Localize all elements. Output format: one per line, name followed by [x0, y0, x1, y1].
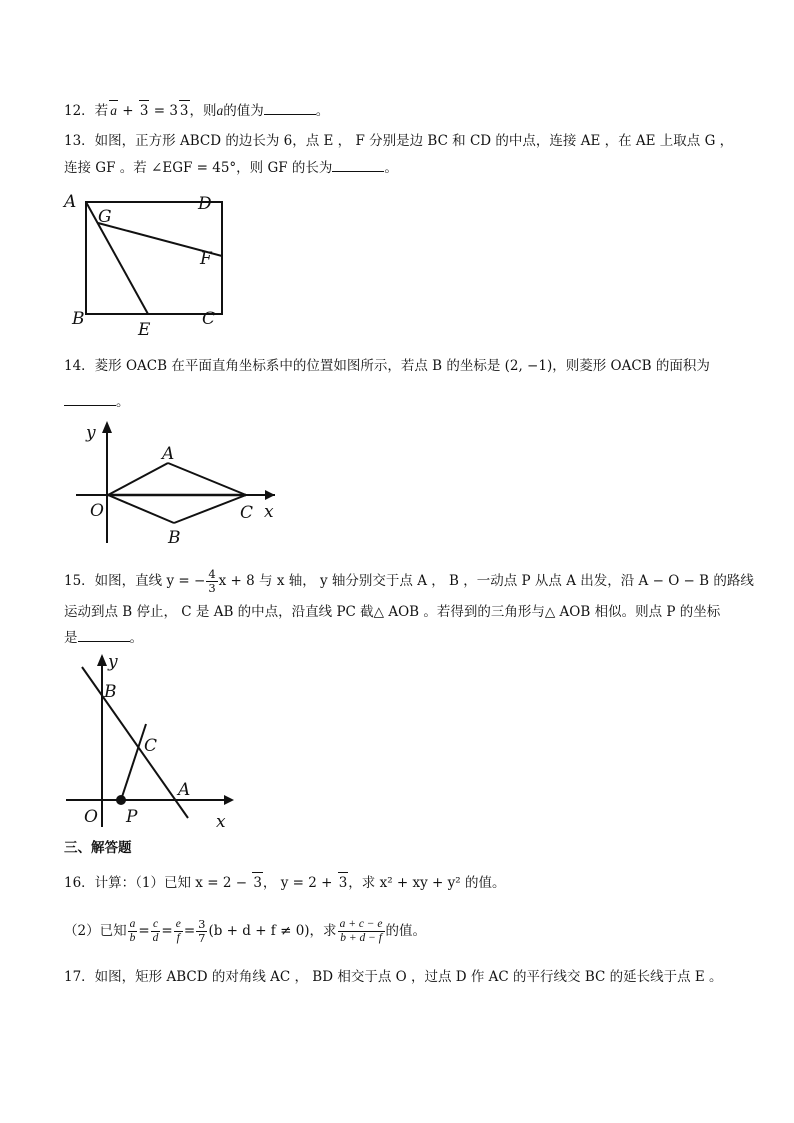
label-O: O: [84, 807, 98, 827]
label-B: B: [104, 682, 117, 702]
label-B: B: [168, 528, 181, 548]
label-C: C: [240, 503, 254, 523]
question-15-line3: 是 。: [64, 627, 143, 648]
question-14-line2: 。: [64, 391, 130, 412]
label-y: y: [86, 423, 96, 443]
label-B: B: [72, 309, 85, 329]
question-16-part1: 16．计算：（1）已知 x = 2 − 3， y = 2 + 3，求 x² + xy + y² 的值。: [64, 872, 505, 893]
question-16-part2: （2）已知 $\frac{a}{b}$ = $\frac{c}{d}$ = $\frac{e}{f}$ = $\frac{3}{7}$ (b + d + f ≠ 0)，求 $\frac{a + c - e}{b + d - f}$ 的值。: [64, 917, 427, 945]
label-D: D: [198, 194, 212, 214]
question-17: 17．如图，矩形 ABCD 的对角线 AC ， BD 相交于点 O ，过点 D 作 AC 的平行线交 BC 的延长线于点 E 。: [64, 969, 723, 985]
line-figure: [62, 652, 247, 832]
label-x: x: [216, 812, 226, 832]
label-A: A: [178, 780, 191, 800]
question-13-line1: 13．如图，正方形 ABCD 的边长为 6，点 E ， F 分别是边 BC 和 CD 的中点，连接 AE ，在 AE 上取点 G ，: [64, 133, 734, 149]
label-y: y: [108, 652, 118, 672]
question-12: 12．若 a + 3 = 3 3，则a的值为 。: [64, 100, 329, 121]
answer-blank: [332, 157, 384, 172]
question-15-line1: 15．如图，直线 y = − $\frac{4}{3}$ x + 8 与 x 轴， y 轴分别交于点 A ， B ，一动点 P 从点 A 出发，沿 A − O − B 的路线: [64, 567, 754, 595]
question-14-line1: 14．菱形 OACB 在平面直角坐标系中的位置如图所示，若点 B 的坐标是 (2, −1)，则菱形 OACB 的面积为: [64, 358, 710, 374]
label-A: A: [162, 444, 175, 464]
label-F: F: [200, 249, 212, 269]
section-title: 三、解答题: [64, 840, 132, 856]
label-E: E: [138, 320, 151, 340]
label-A: A: [64, 192, 77, 212]
label-C: C: [144, 736, 158, 756]
label-x: x: [264, 502, 274, 522]
answer-blank: [78, 627, 130, 642]
answer-blank: [64, 391, 116, 406]
label-G: G: [98, 207, 112, 227]
answer-blank: [264, 100, 316, 115]
square-figure: [60, 188, 240, 343]
label-O: O: [90, 501, 104, 521]
question-13-line2: 连接 GF 。若 ∠EGF = 45°，则 GF 的长为 。: [64, 157, 398, 178]
question-15-line2: 运动到点 B 停止， C 是 AB 的中点，沿直线 PC 截△ AOB 。若得到的三角形与△ AOB 相似。则点 P 的坐标: [64, 604, 721, 620]
label-P: P: [126, 807, 138, 827]
label-C: C: [202, 309, 216, 329]
rhombus-figure: [70, 415, 285, 550]
